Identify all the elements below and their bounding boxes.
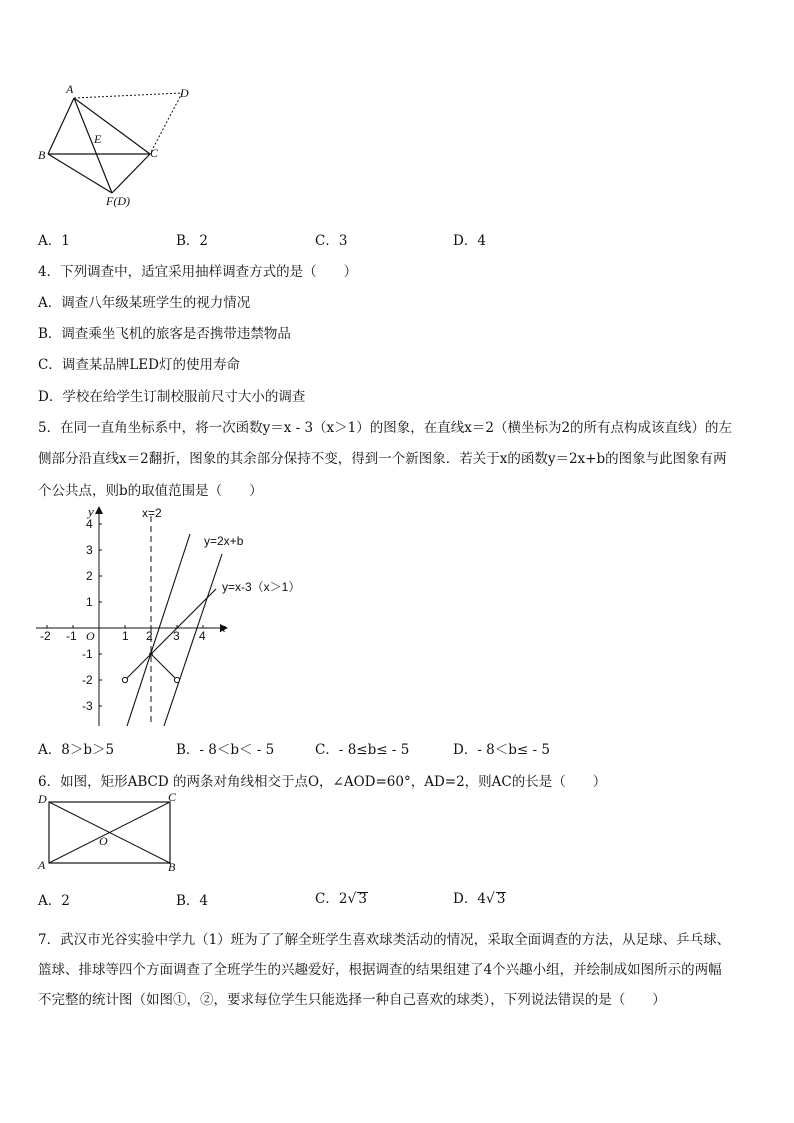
q6-option-b[interactable]: B．4 [176,893,209,909]
q6-option-d[interactable]: D．4√ 3 [453,891,506,907]
point-e-label: E [94,132,102,146]
y-tick-label: -3 [82,699,93,713]
y-axis-label: y [88,504,94,519]
coordinate-graph [30,504,330,726]
y-tick-label: -2 [82,673,93,687]
rect-point-b-label: B [168,860,176,874]
x-tick-label: -2 [40,629,51,643]
y-tick-label: 1 [86,595,93,609]
x-tick-label: 2 [146,629,153,643]
q4-option-c[interactable]: C．调查某品牌LED灯的使用寿命 [38,357,240,373]
q4-option-d[interactable]: D．学校在给学生订制校服前尺寸大小的调查 [38,389,306,405]
q6-rectangle-figure [30,790,190,880]
q5-stem-line2: 侧部分沿直线x＝2翻折，图象的其余部分保持不变，得到一个新图象．若关于x的函数y＝2x+b的图象与此图象有两 [38,451,727,467]
q3-option-a[interactable]: A．1 [38,233,70,249]
rectangle-diagram [30,790,190,880]
origin-label: O [86,629,95,643]
q7-stem-line1: 7．武汉市光谷实验中学九（1）班为了了解全班学生喜欢球类活动的情况，采取全面调查的方法，从足球、乒乓球、 [38,932,731,948]
q4-option-b[interactable]: B．调查乘坐飞机的旅客是否携带违禁物品 [38,326,291,342]
q6-stem: 6．如图，矩形ABCD 的两条对角线相交于点O，∠AOD=60°，AD=2，则AC的长是（ ） [38,774,607,790]
q4-stem: 4．下列调查中，适宜采用抽样调查方式的是（ ） [38,264,358,280]
x-tick-label: 3 [173,629,180,643]
q5-stem-line1: 5．在同一直角坐标系中，将一次函数y＝x - 3（x＞1）的图象，在直线x＝2（横坐标为2的所有点构成该直线）的左 [38,420,733,436]
rect-point-o-label: O [99,834,108,848]
q7-stem-line3: 不完整的统计图（如图①，②，要求每位学生只能选择一种自己喜欢的球类），下列说法错误的是（ ） [38,992,666,1008]
point-c-label: C [150,146,159,160]
rect-point-c-label: C [168,790,177,804]
point-d-label: D [180,86,189,100]
y-tick-label: 2 [86,569,93,583]
vertical-line-label: x=2 [142,506,162,520]
y-tick-label: -1 [82,647,93,661]
q6-option-a[interactable]: A．2 [38,893,70,909]
q3-option-c[interactable]: C．3 [315,233,348,249]
rect-point-d-label: D [38,792,47,806]
rect-point-a-label: A [38,858,46,872]
x-tick-label: 4 [199,629,206,643]
x-axis-label: x [220,620,226,635]
q5-option-b[interactable]: B．- 8＜b＜ - 5 [176,742,275,758]
x-tick-label: -1 [66,629,77,643]
curve-equation-label: y=x-3（x＞1） [222,580,301,594]
figure-quadrilateral [30,82,210,212]
point-f-label: F(D) [106,194,130,208]
x-tick-label: 1 [122,629,129,643]
q4-option-a[interactable]: A．调查八年级某班学生的视力情况 [38,295,251,311]
q3-option-b[interactable]: B．2 [176,233,209,249]
q5-option-d[interactable]: D．- 8＜b≤ - 5 [453,742,550,758]
q5-option-a[interactable]: A．8＞b＞5 [38,742,115,758]
q5-stem-line3: 个公共点，则b的取值范围是（ ） [38,483,263,499]
quadrilateral-diagram [30,82,210,212]
point-a-label: A [66,82,74,96]
y-tick-label: 3 [86,543,93,557]
q5-option-c[interactable]: C．- 8≤b≤ - 5 [315,742,410,758]
q3-option-d[interactable]: D．4 [453,233,486,249]
y-tick-label: 4 [86,517,93,531]
line-equation-label: y=2x+b [204,534,244,548]
q6-option-c[interactable]: C．2√ 3 [315,891,367,907]
q7-stem-line2: 篮球、排球等四个方面调查了全班学生的兴趣爱好，根据调查的结果组建了4个兴趣小组，并绘制成如图所示的两幅 [38,962,722,978]
point-b-label: B [38,148,46,162]
q5-graph [30,504,330,726]
